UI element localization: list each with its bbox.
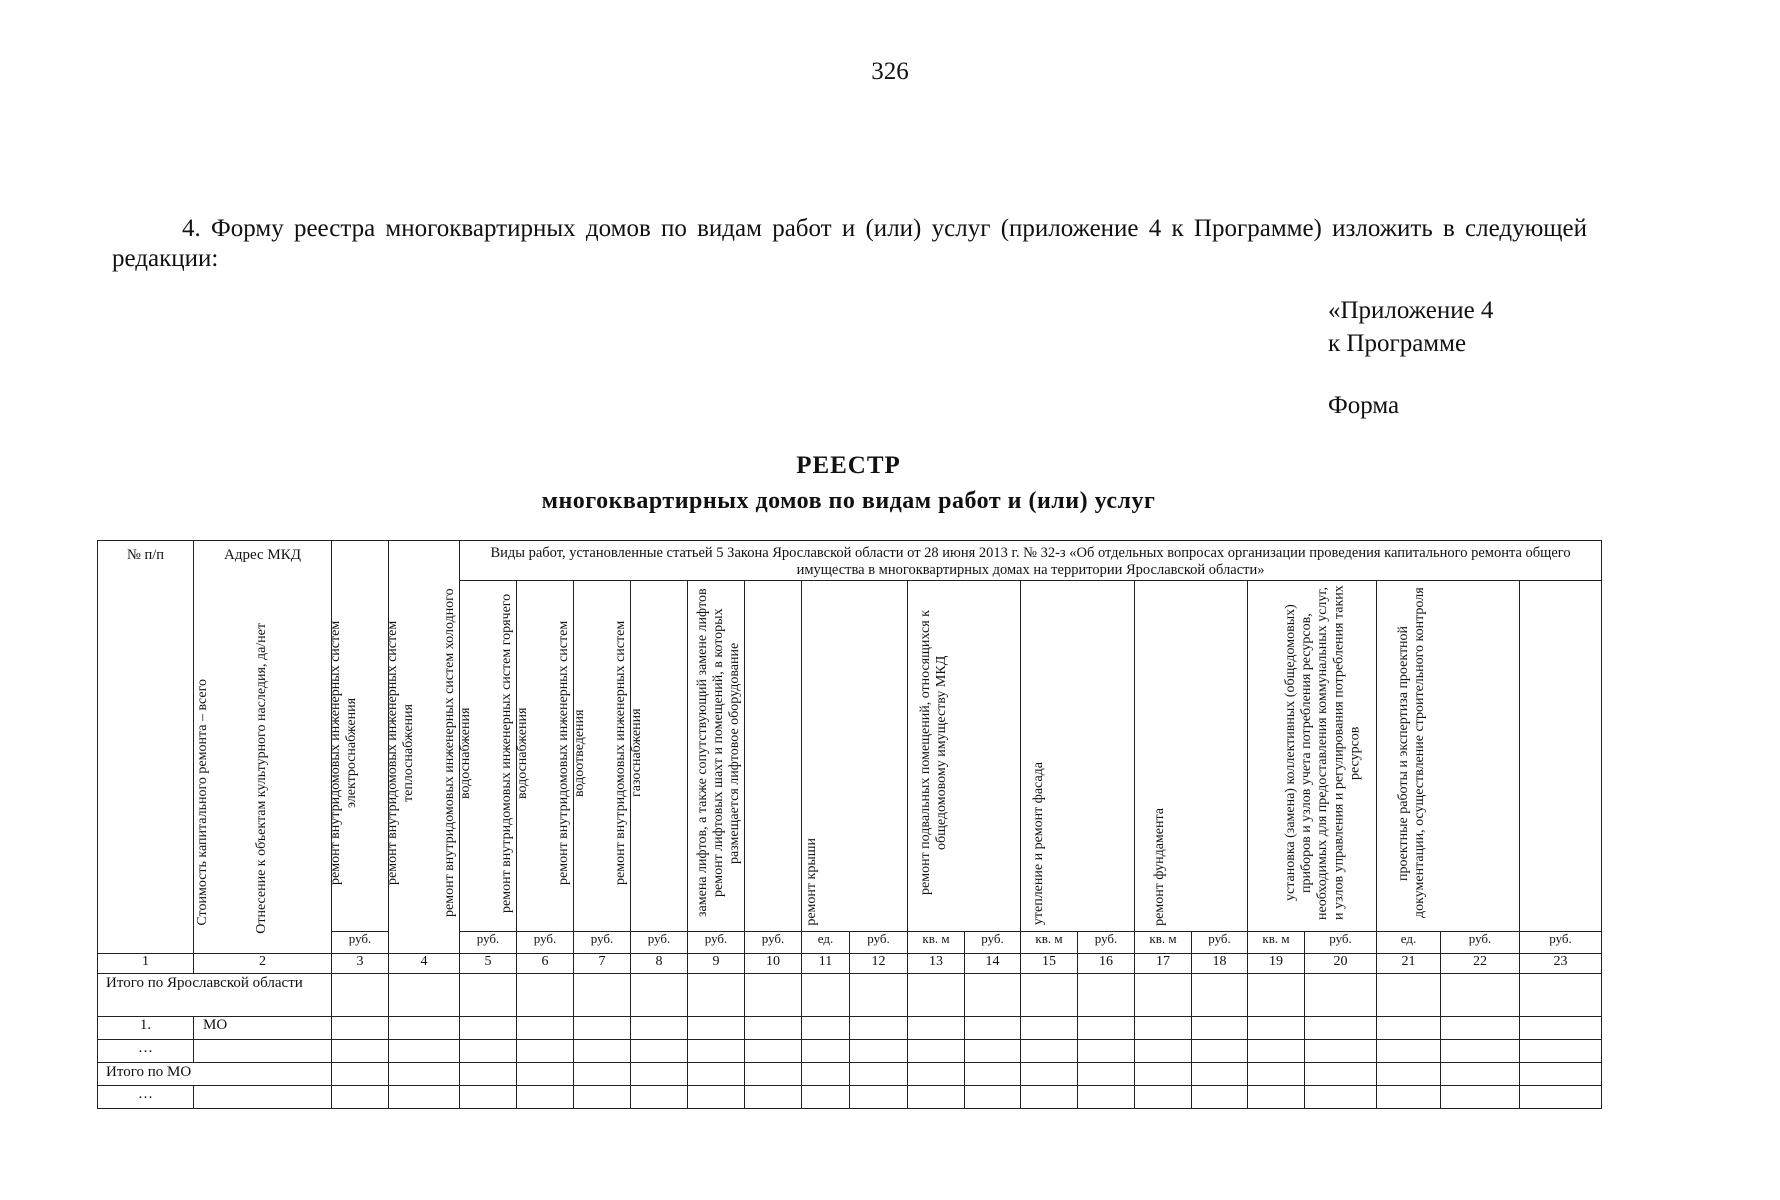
header-work-meters: установка (замена) коллективных (общедомовых) приборов и узлов учета потребления ресурсов, необходимых для предоставления коммунальных услуг, и узлов управления и регулирования потребления таких ресурсов bbox=[1377, 581, 1520, 932]
column-number: 15 bbox=[1021, 954, 1078, 974]
work-types-group-header: Виды работ, установленные статьей 5 Закона Ярославской области от 28 июня 2013 г. № 32-з «Об отдельных вопросах организации проведения капитального ремонта общего имущества в многоквартирных домах на территории Ярославской области» bbox=[460, 541, 1602, 581]
column-number: 21 bbox=[1377, 954, 1441, 974]
header-work-hot-water: ремонт внутридомовых инженерных систем горячего водоснабжения bbox=[631, 581, 688, 932]
region-total-label: Итого по Ярославской области bbox=[98, 974, 332, 1017]
header-work-heating: ремонт внутридомовых инженерных систем теплоснабжения bbox=[517, 581, 574, 932]
column-number: 12 bbox=[850, 954, 908, 974]
column-number: 13 bbox=[908, 954, 965, 974]
appendix-line-2: к Программе bbox=[1328, 330, 1467, 357]
header-work-electric: ремонт внутридомовых инженерных систем электроснабжения bbox=[460, 581, 517, 932]
unit-cell: ед. bbox=[1377, 932, 1441, 954]
unit-cell: руб. bbox=[1078, 932, 1135, 954]
header-work-facade: утепление и ремонт фасада bbox=[1135, 581, 1248, 932]
unit-cell: руб. bbox=[1441, 932, 1520, 954]
unit-cell: кв. м bbox=[1135, 932, 1192, 954]
unit-cell: руб. bbox=[1192, 932, 1248, 954]
table-row bbox=[98, 1086, 1602, 1109]
table-row bbox=[98, 1063, 1602, 1086]
header-address: Адрес МКД bbox=[194, 541, 332, 954]
column-number: 11 bbox=[802, 954, 850, 974]
unit-cell: руб. bbox=[1520, 932, 1602, 954]
unit-cell: руб. bbox=[574, 932, 631, 954]
unit-cell: руб. bbox=[1305, 932, 1377, 954]
column-number: 9 bbox=[688, 954, 745, 974]
column-number: 7 bbox=[574, 954, 631, 974]
column-number: 1 bbox=[98, 954, 194, 974]
column-number: 20 bbox=[1305, 954, 1377, 974]
ellipsis-cell: … bbox=[98, 1086, 194, 1109]
table-row bbox=[98, 1017, 1602, 1040]
header-work-foundation: ремонт фундамента bbox=[1248, 581, 1377, 932]
header-work-elevators: замена лифтов, а также сопутствующий замене лифтов ремонт лифтовых шахт и помещений, в которых размещается лифтовое оборудование bbox=[802, 581, 908, 932]
header-work-roof: ремонт крыши bbox=[908, 581, 1021, 932]
unit-cell: руб. bbox=[965, 932, 1021, 954]
header-work-design: проектные работы и экспертиза проектной документации, осуществление строительного контроля bbox=[1520, 581, 1602, 932]
unit-cell: руб. bbox=[850, 932, 908, 954]
column-number: 5 bbox=[460, 954, 517, 974]
header-total-cost: Стоимость капитального ремонта – всего bbox=[332, 541, 389, 932]
table-row bbox=[98, 1040, 1602, 1063]
header-work-drainage: ремонт внутридомовых инженерных систем водоотведения bbox=[688, 581, 745, 932]
registry-table bbox=[97, 540, 1602, 1109]
registry-title: РЕЕСТР bbox=[796, 452, 901, 479]
column-number: 23 bbox=[1520, 954, 1602, 974]
appendix-line-1: «Приложение 4 bbox=[1328, 297, 1494, 324]
header-work-gas: ремонт внутридомовых инженерных систем газоснабжения bbox=[745, 581, 802, 932]
column-number: 4 bbox=[389, 954, 460, 974]
header-work-cold-water: ремонт внутридомовых инженерных систем холодного водоснабжения bbox=[574, 581, 631, 932]
table-row bbox=[98, 974, 1602, 1017]
header-heritage: Отнесение к объектам культурного наследия, да/нет bbox=[389, 541, 460, 954]
column-number: 8 bbox=[631, 954, 688, 974]
unit-cell: ед. bbox=[802, 932, 850, 954]
column-number: 16 bbox=[1078, 954, 1135, 974]
registry-subtitle: многоквартирных домов по видам работ и (или) услуг bbox=[541, 488, 1156, 514]
column-number: 22 bbox=[1441, 954, 1520, 974]
unit-cell: руб. bbox=[517, 932, 574, 954]
mo-address: МО bbox=[194, 1017, 332, 1040]
unit-cell: руб. bbox=[631, 932, 688, 954]
column-number: 14 bbox=[965, 954, 1021, 974]
column-number: 10 bbox=[745, 954, 802, 974]
column-number: 17 bbox=[1135, 954, 1192, 974]
column-number: 6 bbox=[517, 954, 574, 974]
mo-total-label: Итого по МО bbox=[98, 1063, 332, 1086]
page-number: 326 bbox=[871, 58, 909, 85]
column-number: 18 bbox=[1192, 954, 1248, 974]
ellipsis-cell: … bbox=[98, 1040, 194, 1063]
unit-cell: руб. bbox=[332, 932, 389, 954]
unit-cell: руб. bbox=[688, 932, 745, 954]
header-work-basement: ремонт подвальных помещений, относящихся к общедомовому имуществу МКД bbox=[1021, 581, 1135, 932]
header-no: № п/п bbox=[98, 541, 194, 954]
unit-cell: руб. bbox=[745, 932, 802, 954]
unit-cell: кв. м bbox=[1248, 932, 1305, 954]
intro-paragraph: 4. Форму реестра многоквартирных домов по видам работ и (или) услуг (приложение 4 к Программе) изложить в следующей редакции: bbox=[112, 215, 1587, 272]
unit-cell: кв. м bbox=[1021, 932, 1078, 954]
column-number: 2 bbox=[194, 954, 332, 974]
column-number: 19 bbox=[1248, 954, 1305, 974]
unit-cell: кв. м bbox=[908, 932, 965, 954]
unit-cell: руб. bbox=[460, 932, 517, 954]
column-number: 3 bbox=[332, 954, 389, 974]
mo-number: 1. bbox=[98, 1017, 194, 1040]
appendix-reference bbox=[1328, 294, 1493, 360]
form-label: Форма bbox=[1328, 392, 1400, 419]
